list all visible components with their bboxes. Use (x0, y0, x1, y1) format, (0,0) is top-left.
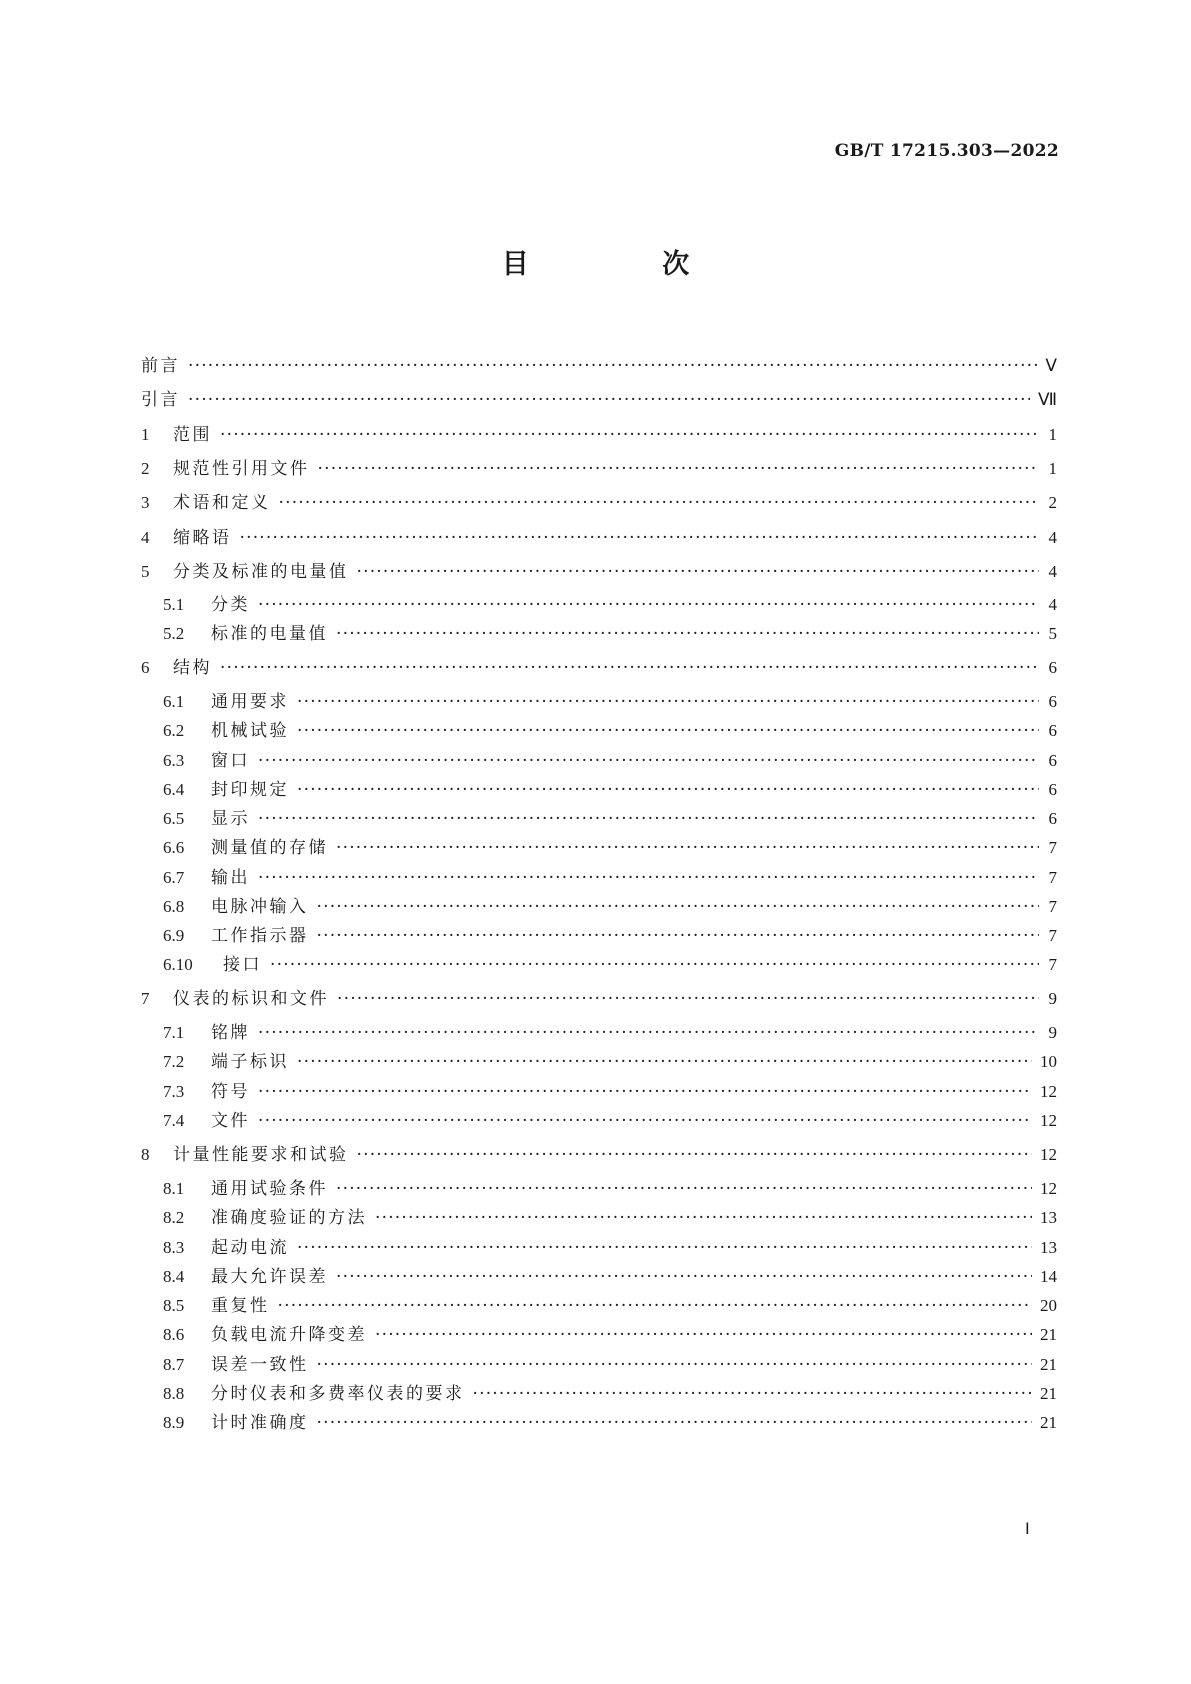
toc-entry-page: 21 (1040, 1325, 1057, 1344)
toc-leader-dots (357, 560, 1040, 584)
toc-entry-7-1[interactable] (141, 1021, 1057, 1045)
toc-entry-label: 工作指示器 (211, 926, 309, 946)
toc-entry-introduction[interactable] (141, 388, 1057, 412)
toc-entry-label: 前言 (141, 356, 180, 376)
toc-entry-number: 8.8 (163, 1384, 185, 1403)
toc-entry-page: 12 (1040, 1179, 1057, 1198)
toc-entry-number: 3 (141, 493, 150, 512)
toc-entry-6-5[interactable] (141, 807, 1057, 831)
toc-entry-8-5[interactable] (141, 1294, 1057, 1318)
toc-entry-page: 6 (1048, 721, 1057, 740)
toc-entry-number: 2 (141, 459, 150, 478)
toc-entry-page: 1 (1048, 425, 1057, 444)
toc-entry-page: 13 (1040, 1208, 1057, 1227)
toc-leader-dots (188, 354, 1037, 378)
toc-entry-page: 20 (1040, 1296, 1057, 1315)
toc-entry-number: 5.2 (163, 624, 185, 643)
toc-entry-8-3[interactable] (141, 1236, 1057, 1260)
toc-entry-3[interactable] (141, 491, 1057, 515)
page-title: 目 次 (501, 249, 752, 280)
toc-entry-number: 6 (141, 658, 150, 677)
toc-entry-page: 21 (1040, 1413, 1057, 1432)
toc-leader-dots (297, 1050, 1032, 1074)
toc-entry-5-1[interactable] (141, 593, 1057, 617)
toc-leader-dots (375, 1323, 1032, 1347)
toc-leader-dots (220, 656, 1039, 680)
toc-entry-number: 5.1 (163, 595, 185, 614)
toc-entry-6-6[interactable] (141, 836, 1057, 860)
toc-entry-label: 输出 (211, 868, 250, 888)
toc-leader-dots (220, 423, 1039, 447)
toc-entry-label: 分类及标准的电量值 (173, 562, 349, 582)
toc-entry-label: 准确度验证的方法 (211, 1208, 367, 1228)
toc-leader-dots (375, 1206, 1032, 1230)
toc-entry-label: 结构 (173, 658, 212, 678)
toc-entry-number: 6.6 (163, 838, 185, 857)
toc-entry-page: 6 (1048, 751, 1057, 770)
toc-entry-6-8[interactable] (141, 895, 1057, 919)
toc-leader-dots (240, 526, 1040, 550)
toc-entry-label: 分类 (211, 595, 250, 615)
toc-entry-4[interactable] (141, 526, 1057, 550)
toc-entry-label: 负载电流升降变差 (211, 1325, 367, 1345)
toc-leader-dots (258, 1080, 1032, 1104)
toc-entry-page: 7 (1048, 955, 1057, 974)
toc-entry-page: 7 (1048, 868, 1057, 887)
toc-entry-label: 缩略语 (173, 528, 232, 548)
toc-entry-page: 2 (1048, 493, 1057, 512)
toc-entry-number: 6.9 (163, 926, 185, 945)
toc-entry-number: 6.10 (163, 955, 193, 974)
toc-entry-page: 9 (1048, 1023, 1057, 1042)
toc-leader-dots (279, 491, 1040, 515)
toc-entry-foreword[interactable] (141, 354, 1057, 378)
toc-entry-page: 6 (1048, 692, 1057, 711)
toc-entry-page: 7 (1048, 897, 1057, 916)
toc-entry-number: 8.4 (163, 1267, 185, 1286)
toc-entry-6-7[interactable] (141, 866, 1057, 890)
toc-entry-number: 6.2 (163, 721, 185, 740)
toc-entry-page: 6 (1048, 658, 1057, 677)
toc-entry-number: 8.3 (163, 1238, 185, 1257)
toc-entry-number: 8.7 (163, 1355, 185, 1374)
toc-entry-label: 分时仪表和多费率仪表的要求 (211, 1384, 465, 1404)
toc-entry-page: 21 (1040, 1355, 1057, 1374)
toc-entry-number: 4 (141, 528, 150, 547)
toc-entry-label: 计时准确度 (211, 1413, 309, 1433)
toc-entry-8[interactable] (141, 1143, 1057, 1167)
toc-leader-dots (258, 1109, 1032, 1133)
toc-entry-page: 6 (1048, 780, 1057, 799)
toc-entry-number: 7.4 (163, 1111, 185, 1130)
toc-leader-dots (337, 987, 1039, 1011)
toc-entry-page: 14 (1040, 1267, 1057, 1286)
toc-entry-page: 7 (1048, 926, 1057, 945)
toc-entry-page: 9 (1048, 989, 1057, 1008)
toc-entry-page: 7 (1048, 838, 1057, 857)
toc-entry-number: 5 (141, 562, 150, 581)
toc-entry-page: 1 (1048, 459, 1057, 478)
toc-leader-dots (318, 457, 1040, 481)
toc-entry-6-2[interactable] (141, 719, 1057, 743)
page-number: Ⅰ (1025, 1521, 1030, 1538)
toc-entry-8-7[interactable] (141, 1353, 1057, 1377)
toc-entry-7-3[interactable] (141, 1080, 1057, 1104)
toc-entry-label: 规范性引用文件 (173, 459, 310, 479)
toc-entry-page: 5 (1048, 624, 1057, 643)
toc-leader-dots (258, 593, 1039, 617)
toc-entry-label: 引言 (141, 390, 180, 410)
toc-entry-number: 7.3 (163, 1082, 185, 1101)
toc-entry-number: 6.4 (163, 780, 185, 799)
toc-entry-6-3[interactable] (141, 749, 1057, 773)
toc-entry-number: 8.6 (163, 1325, 185, 1344)
toc-leader-dots (473, 1382, 1033, 1406)
toc-entry-label: 端子标识 (211, 1052, 289, 1072)
toc-leader-dots (317, 895, 1040, 919)
toc-leader-dots (258, 1021, 1039, 1045)
toc-entry-label: 最大允许误差 (211, 1267, 328, 1287)
toc-entry-page: 4 (1048, 595, 1057, 614)
toc-leader-dots (357, 1143, 1033, 1167)
toc-leader-dots (317, 924, 1040, 948)
toc-entry-label: 误差一致性 (211, 1355, 309, 1375)
toc-entry-number: 8.2 (163, 1208, 185, 1227)
toc-entry-label: 计量性能要求和试验 (173, 1145, 349, 1165)
toc-entry-page: Ⅴ (1045, 356, 1057, 375)
toc-entry-label: 范围 (173, 425, 212, 445)
standard-number: GB/T 17215.303—2022 (834, 141, 1059, 161)
toc-entry-6[interactable] (141, 656, 1057, 680)
toc-entry-page: 10 (1040, 1052, 1057, 1071)
toc-entry-label: 封印规定 (211, 780, 289, 800)
toc-entry-number: 8.5 (163, 1296, 185, 1315)
toc-entry-label: 通用要求 (211, 692, 289, 712)
toc-entry-number: 1 (141, 425, 150, 444)
toc-leader-dots (336, 622, 1039, 646)
toc-entry-label: 显示 (211, 809, 250, 829)
toc-leader-dots (258, 866, 1039, 890)
toc-entry-label: 窗口 (211, 751, 250, 771)
toc-entry-8-4[interactable] (141, 1265, 1057, 1289)
toc-entry-page: 21 (1040, 1384, 1057, 1403)
toc-entry-number: 7.1 (163, 1023, 185, 1042)
toc-entry-page: 12 (1040, 1111, 1057, 1130)
toc-entry-label: 符号 (211, 1082, 250, 1102)
toc-entry-7-4[interactable] (141, 1109, 1057, 1133)
toc-entry-5-2[interactable] (141, 622, 1057, 646)
toc-entry-2[interactable] (141, 457, 1057, 481)
toc-entry-label: 测量值的存储 (211, 838, 328, 858)
toc-leader-dots (188, 388, 1030, 412)
toc-entry-page: 13 (1040, 1238, 1057, 1257)
toc-leader-dots (297, 778, 1039, 802)
toc-entry-number: 7 (141, 989, 150, 1008)
toc-leader-dots (317, 1411, 1033, 1435)
toc-leader-dots (258, 749, 1039, 773)
toc-entry-number: 6.7 (163, 868, 185, 887)
toc-entry-page: 4 (1048, 528, 1057, 547)
toc-leader-dots (336, 1177, 1032, 1201)
toc-leader-dots (336, 836, 1039, 860)
toc-entry-8-9[interactable] (141, 1411, 1057, 1435)
toc-entry-label: 文件 (211, 1111, 250, 1131)
toc-entry-7[interactable] (141, 987, 1057, 1011)
toc-entry-8-1[interactable] (141, 1177, 1057, 1201)
toc-leader-dots (258, 807, 1039, 831)
toc-entry-5[interactable] (141, 560, 1057, 584)
toc-entry-7-2[interactable] (141, 1050, 1057, 1074)
toc-entry-page: 6 (1048, 809, 1057, 828)
toc-entry-label: 通用试验条件 (211, 1179, 328, 1199)
toc-entry-page: 12 (1040, 1145, 1057, 1164)
toc-leader-dots (317, 1353, 1033, 1377)
toc-entry-page: 4 (1048, 562, 1057, 581)
toc-entry-1[interactable] (141, 423, 1057, 447)
toc-leader-dots (270, 953, 1039, 977)
toc-entry-number: 6.1 (163, 692, 185, 711)
toc-entry-page: Ⅶ (1037, 390, 1057, 409)
toc-entry-label: 术语和定义 (173, 493, 271, 513)
toc-entry-number: 6.5 (163, 809, 185, 828)
toc-leader-dots (297, 1236, 1032, 1260)
toc-entry-number: 8 (141, 1145, 150, 1164)
toc-entry-8-6[interactable] (141, 1323, 1057, 1347)
toc-entry-6-10[interactable] (141, 953, 1057, 977)
toc-entry-label: 起动电流 (211, 1238, 289, 1258)
toc-leader-dots (297, 690, 1039, 714)
toc-entry-label: 仪表的标识和文件 (173, 989, 329, 1009)
toc-entry-label: 电脉冲输入 (211, 897, 309, 917)
toc-entry-6-4[interactable] (141, 778, 1057, 802)
toc-entry-number: 8.9 (163, 1413, 185, 1432)
toc-entry-number: 6.8 (163, 897, 185, 916)
toc-entry-label: 机械试验 (211, 721, 289, 741)
toc-entry-label: 接口 (223, 955, 262, 975)
toc-entry-number: 7.2 (163, 1052, 185, 1071)
toc-leader-dots (297, 719, 1039, 743)
toc-entry-label: 标准的电量值 (211, 624, 328, 644)
toc-leader-dots (336, 1265, 1032, 1289)
toc-entry-label: 重复性 (211, 1296, 270, 1316)
toc-entry-number: 8.1 (163, 1179, 185, 1198)
toc-entry-page: 12 (1040, 1082, 1057, 1101)
toc-leader-dots (278, 1294, 1033, 1318)
toc-entry-label: 铭牌 (211, 1023, 250, 1043)
toc-entry-6-1[interactable] (141, 690, 1057, 714)
toc-entry-8-2[interactable] (141, 1206, 1057, 1230)
toc-entry-6-9[interactable] (141, 924, 1057, 948)
toc-entry-8-8[interactable] (141, 1382, 1057, 1406)
toc-entry-number: 6.3 (163, 751, 185, 770)
